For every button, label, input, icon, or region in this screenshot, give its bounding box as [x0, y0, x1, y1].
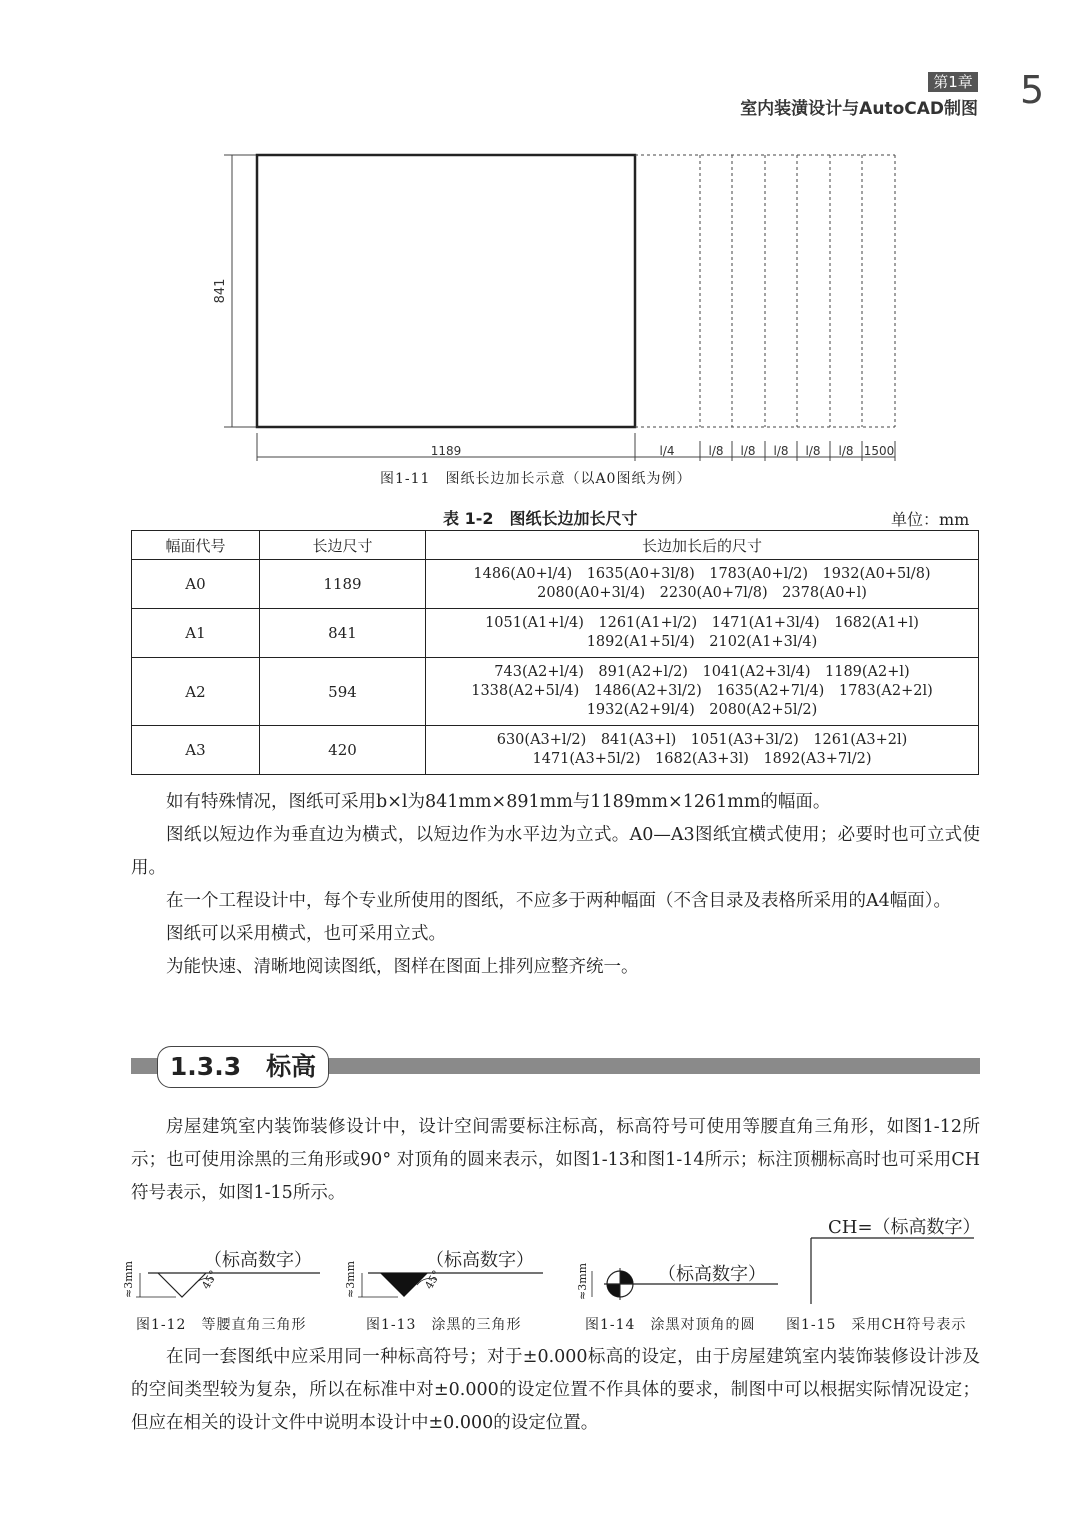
size-code: A1 — [132, 609, 260, 658]
table-header-row — [132, 531, 979, 560]
svg-text:45°: 45° — [422, 1268, 444, 1292]
paragraph: 在同一套图纸中应采用同一种标高符号；对于±0.000标高的设定，由于房屋建筑室内装饰装修设计涉及的空间类型较为复杂，所以在标准中对±0.000的设定位置不作具体的要求，制图中可以根据实际情况设定；但应在相关的设计文件中说明本设计中±0.000的设定位置。 — [131, 1347, 980, 1433]
table-row — [132, 726, 979, 775]
svg-text:CH=（标高数字）: CH=（标高数字） — [828, 1217, 981, 1238]
body-text-block — [131, 1111, 980, 1210]
table-header: 长边尺寸 — [260, 531, 426, 560]
figure-caption: 图1-14 涂黑对顶角的圆 — [585, 1317, 756, 1333]
paragraph: 为能快速、清晰地阅读图纸，图样在图面上排列应整齐统一。 — [166, 957, 639, 977]
size-code: A3 — [132, 726, 260, 775]
ext-label: 1500 — [863, 444, 895, 458]
filled-circle-quadrant-icon — [576, 1262, 778, 1300]
page-number: 5 — [1020, 68, 1045, 112]
ext-label: l/8 — [805, 444, 821, 458]
figure-caption: 图1-15 采用CH符号表示 — [786, 1317, 967, 1333]
ext-label: l/8 — [838, 444, 854, 458]
figure-caption: 图1-12 等腰直角三角形 — [136, 1317, 307, 1333]
svg-text:45°: 45° — [199, 1268, 221, 1292]
svg-text:（标高数字）: （标高数字） — [426, 1250, 534, 1271]
header-title: 室内装潢设计与AutoCAD制图 — [740, 99, 978, 119]
svg-text:≈3mm: ≈3mm — [576, 1262, 589, 1300]
ext-label: l/8 — [740, 444, 756, 458]
height-label: 841 — [213, 278, 228, 304]
table-row — [132, 609, 979, 658]
section-title: 1.3.3 标高 — [157, 1046, 329, 1088]
ext-label: l/4 — [659, 444, 675, 458]
extended-sizes: 743(A2+l/4) 891(A2+l/2) 1041(A2+3l/4) 1189(A2+l) 1338(A2+5l/4) 1486(A2+3l/2) 1635(A2+7l/4) 1783(A2+2l) 1932(A2+9l/4) 2080(A2+5l/2) — [426, 658, 979, 726]
paragraph: 图纸可以采用横式，也可采用立式。 — [166, 924, 446, 944]
long-side: 1189 — [260, 560, 426, 609]
figure-caption: 图1-13 涂黑的三角形 — [366, 1317, 522, 1333]
svg-text:≈3mm: ≈3mm — [122, 1260, 135, 1298]
table-row — [132, 658, 979, 726]
ch-symbol-icon — [811, 1217, 981, 1304]
paragraph: 房屋建筑室内装饰装修设计中，设计空间需要标注标高，标高符号可使用等腰直角三角形，如图1-12所示；也可使用涂黑的三角形或90° 对顶角的圆来表示，如图1-13和图1-14所示；标注顶棚标高时也可采用CH符号表示，如图1-15所示。 — [131, 1117, 980, 1203]
table-row — [132, 560, 979, 609]
elevation-triangle-icon — [122, 1250, 320, 1298]
figure-paper-extension — [200, 145, 920, 465]
extended-sizes: 1051(A1+l/4) 1261(A1+l/2) 1471(A1+3l/4) 1682(A1+l) 1892(A1+5l/4) 2102(A1+3l/4) — [426, 609, 979, 658]
long-side: 841 — [260, 609, 426, 658]
table-title: 表 1-2 图纸长边加长尺寸 — [443, 509, 638, 528]
elevation-symbols — [122, 1208, 988, 1308]
filled-triangle-icon — [344, 1250, 543, 1298]
extended-sizes: 630(A3+l/2) 841(A3+l) 1051(A3+3l/2) 1261(A3+2l) 1471(A3+5l/2) 1682(A3+3l) 1892(A3+7l/2) — [426, 726, 979, 775]
body-text-block — [131, 786, 980, 984]
size-code: A2 — [132, 658, 260, 726]
long-side: 594 — [260, 658, 426, 726]
svg-text:（标高数字）: （标高数字） — [658, 1264, 766, 1285]
paragraph: 图纸以短边作为垂直边为横式，以短边作为水平边为立式。A0—A3图纸宜横式使用；必要时也可立式使用。 — [131, 825, 980, 878]
long-side: 420 — [260, 726, 426, 775]
table-unit: 单位：mm — [891, 510, 970, 529]
extended-sizes: 1486(A0+l/4) 1635(A0+3l/8) 1783(A0+l/2) 1932(A0+5l/8) 2080(A0+3l/4) 2230(A0+7l/8) 2378(A0+l) — [426, 560, 979, 609]
svg-text:（标高数字）: （标高数字） — [204, 1250, 312, 1271]
paragraph: 在一个工程设计中，每个专业所使用的图纸，不应多于两种幅面（不含目录及表格所采用的A4幅面）。 — [166, 891, 952, 911]
svg-text:≈3mm: ≈3mm — [344, 1260, 357, 1298]
figure-caption: 图1-11 图纸长边加长示意（以A0图纸为例） — [380, 471, 692, 487]
width-label: 1189 — [430, 444, 462, 458]
body-text-block — [131, 1341, 980, 1440]
table-header: 长边加长后的尺寸 — [426, 531, 979, 560]
paper-size-table — [131, 530, 979, 775]
ext-label: l/8 — [708, 444, 724, 458]
ext-label: l/8 — [773, 444, 789, 458]
table-header: 幅面代号 — [132, 531, 260, 560]
paragraph: 如有特殊情况，图纸可采用b×l为841mm×891mm与1189mm×1261mm的幅面。 — [166, 792, 831, 812]
chapter-badge: 第1章 — [928, 72, 978, 92]
size-code: A0 — [132, 560, 260, 609]
